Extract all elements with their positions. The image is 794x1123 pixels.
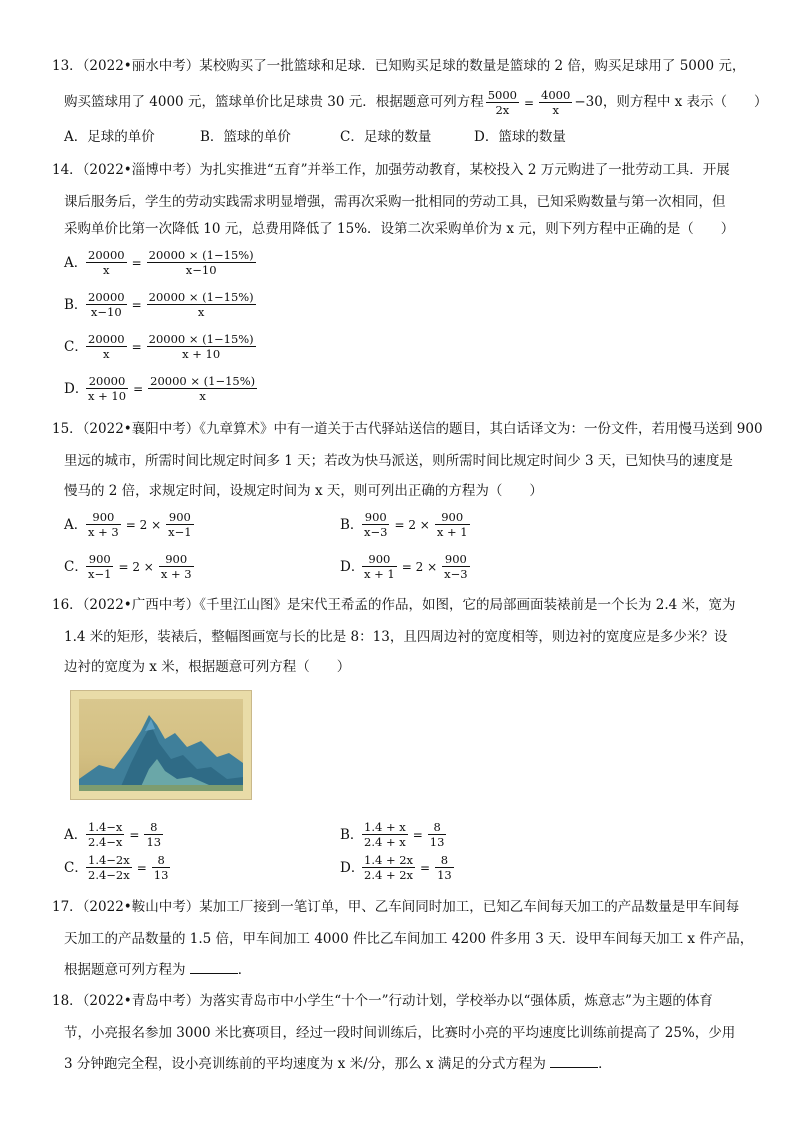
q14-opt-b-right-frac bbox=[147, 290, 256, 319]
q14-line2: 课后服务后，学生的劳动实践需求明显增强，需再次采购一批相同的劳动工具，已知采购数量与第一次相同，但 bbox=[64, 194, 726, 210]
q15-opt-b-label: B． bbox=[340, 516, 364, 533]
q14-opt-b[interactable] bbox=[64, 290, 258, 319]
q13-opt-a[interactable]: A．足球的单价 bbox=[64, 129, 155, 145]
q14-opt-d[interactable] bbox=[64, 374, 259, 403]
q16-opt-b-left-frac-den: 2.4 + x bbox=[364, 835, 406, 849]
q15-opt-a-right-frac bbox=[166, 510, 193, 539]
q14-opt-d-left-frac-num: 20000 bbox=[86, 374, 128, 389]
q15-opt-d-right-frac bbox=[442, 552, 469, 581]
q16-opt-d-left-frac-den: 2.4 + 2x bbox=[364, 868, 414, 882]
q16-opt-c[interactable] bbox=[64, 853, 172, 882]
q14-opt-d-left-frac-den: x + 10 bbox=[88, 389, 127, 403]
q16-opt-c-right-frac bbox=[152, 853, 171, 882]
q13-frac2 bbox=[539, 88, 572, 117]
q16-opt-a-right-frac-num: 8 bbox=[144, 820, 163, 835]
q18-line2: 节，小亮报名参加 3000 米比赛项目，经过一段时间训练后，比赛时小亮的平均速度比训练前提高了 25%，少用 bbox=[64, 1025, 736, 1041]
q14-opt-d-right-frac bbox=[148, 374, 257, 403]
q14-opt-a-equals: = bbox=[131, 255, 142, 270]
q15-opt-d-left-frac-num: 900 bbox=[362, 552, 397, 567]
landscape-image bbox=[79, 699, 243, 791]
q16-opt-a-right-frac-den: 13 bbox=[146, 835, 162, 849]
q13-line1: 13．（2022•丽水中考）某校购买了一批篮球和足球．已知购买足球的数量是篮球的 2 倍，购买足球用了 5000 元， bbox=[52, 58, 746, 74]
q18-line1: 18．（2022•青岛中考）为落实青岛市中小学生“十个一”行动计划，学校举办以“强体质，炼意志”为主题的体育 bbox=[52, 993, 713, 1009]
q14-opt-a-left-frac-num: 20000 bbox=[88, 248, 125, 262]
q16-opt-c-left-frac bbox=[86, 853, 132, 882]
q14-opt-b-left-frac-den: x−10 bbox=[90, 305, 122, 319]
q16-opt-d-left-frac-num: 1.4 + 2x bbox=[364, 853, 414, 867]
q13-opt-c[interactable]: C．足球的数量 bbox=[340, 129, 432, 145]
q14-opt-d-right-frac-num: 20000 × (1−15%) bbox=[150, 374, 256, 388]
q15-opt-b-left-frac bbox=[362, 510, 389, 539]
q13-opt-b[interactable]: B．篮球的单价 bbox=[200, 129, 291, 145]
q15-opt-d-label: D． bbox=[340, 558, 365, 575]
q15-line3: 慢马的 2 倍，求规定时间，设规定时间为 x 天，则可列出正确的方程为（ ） bbox=[64, 483, 543, 499]
q14-line1: 14．（2022•淄博中考）为扎实推进“五育”并举工作，加强劳动教育，某校投入 2 万元购进了一批劳动工具．开展 bbox=[52, 162, 730, 178]
q16-opt-b-right-frac bbox=[428, 820, 447, 849]
q14-opt-a-right-frac bbox=[147, 248, 256, 277]
q17-line2: 天加工的产品数量的 1.5 倍，甲车间加工 4000 件比乙车间加工 4200 件多用 3 天．设甲车间每天加工 x 件产品， bbox=[64, 931, 754, 947]
q15-opt-c-mid: = 2 × bbox=[118, 559, 154, 574]
q15-opt-a-left-frac bbox=[86, 510, 121, 539]
q16-opt-c-left-frac-num: 1.4−2x bbox=[88, 853, 130, 867]
q14-opt-c-right-frac-den: x + 10 bbox=[182, 347, 221, 361]
q16-opt-b-label: B． bbox=[340, 826, 364, 843]
q16-opt-b-equals: = bbox=[412, 827, 423, 842]
q13-frac2-num: 4000 bbox=[541, 88, 571, 102]
q16-opt-a-label: A． bbox=[64, 826, 88, 843]
q18-answer-blank[interactable] bbox=[550, 1055, 598, 1068]
q15-opt-c-right-frac-den: x + 3 bbox=[160, 567, 192, 581]
q16-opt-c-equals: = bbox=[136, 860, 147, 875]
q13-frac2-den: x bbox=[552, 103, 559, 117]
q15-line2: 里远的城市，所需时间比规定时间多 1 天；若改为快马派送，则所需时间比规定时间少 3 天，已知快马的速度是 bbox=[64, 453, 733, 469]
q15-opt-c-left-frac-den: x−1 bbox=[88, 567, 112, 581]
q16-opt-d-right-frac-num: 8 bbox=[435, 853, 454, 868]
q15-opt-a[interactable] bbox=[64, 510, 196, 539]
q16-opt-c-label: C． bbox=[64, 859, 88, 876]
q16-opt-a-left-frac-den: 2.4−x bbox=[88, 835, 123, 849]
q18-line3-end: ． bbox=[598, 1056, 612, 1072]
q16-opt-c-left-frac-den: 2.4−2x bbox=[88, 868, 130, 882]
q15-opt-c[interactable] bbox=[64, 552, 196, 581]
q15-opt-b-right-frac-den: x + 1 bbox=[436, 525, 468, 539]
q15-opt-d[interactable] bbox=[340, 552, 472, 581]
q16-line2: 1.4 米的矩形，装裱后，整幅图画宽与长的比是 8：13，且四周边衬的宽度相等，则边衬的宽度应是多少米？设 bbox=[64, 629, 728, 645]
q14-opt-b-left-frac-num: 20000 bbox=[88, 290, 125, 304]
q16-opt-a-equals: = bbox=[129, 827, 140, 842]
q14-opt-c-left-frac bbox=[86, 332, 127, 361]
q14-opt-b-equals: = bbox=[131, 297, 142, 312]
q16-opt-d-right-frac bbox=[435, 853, 454, 882]
q16-opt-d-equals: = bbox=[420, 860, 431, 875]
q14-opt-b-right-frac-num: 20000 × (1−15%) bbox=[148, 290, 254, 304]
q13-equals: = bbox=[523, 95, 535, 110]
q14-opt-c-right-frac bbox=[147, 332, 256, 361]
q15-opt-b[interactable] bbox=[340, 510, 472, 539]
q18-line3-text: 3 分钟跑完全程，设小亮训练前的平均速度为 x 米/分，那么 x 满足的分式方程为 bbox=[64, 1056, 546, 1072]
q17-line3-end: ． bbox=[237, 962, 252, 978]
q17-line3 bbox=[64, 960, 251, 980]
q14-opt-c-label: C． bbox=[64, 338, 88, 355]
q16-opt-c-right-frac-num: 8 bbox=[152, 853, 171, 868]
q14-opt-d-label: D． bbox=[64, 380, 89, 397]
q15-opt-d-right-frac-den: x−3 bbox=[444, 567, 468, 581]
q16-opt-d-label: D． bbox=[340, 859, 365, 876]
q16-opt-b-right-frac-num: 8 bbox=[428, 820, 447, 835]
q15-opt-a-label: A． bbox=[64, 516, 88, 533]
q17-answer-blank[interactable] bbox=[190, 961, 238, 974]
q16-opt-b-left-frac-num: 1.4 + x bbox=[364, 820, 406, 834]
q15-opt-c-left-frac-num: 900 bbox=[86, 552, 113, 567]
q13-line2-post: −30，则方程中 x 表示（ ） bbox=[574, 94, 768, 110]
q14-opt-b-left-frac bbox=[86, 290, 127, 319]
q15-opt-c-right-frac-num: 900 bbox=[159, 552, 194, 567]
q14-opt-c[interactable] bbox=[64, 332, 258, 361]
q14-opt-a-left-frac-den: x bbox=[103, 263, 110, 277]
q13-line2 bbox=[64, 88, 768, 117]
q13-frac1-num: 5000 bbox=[487, 88, 517, 102]
q14-opt-a-right-frac-num: 20000 × (1−15%) bbox=[148, 248, 254, 262]
q16-opt-a[interactable] bbox=[64, 820, 165, 849]
q15-opt-b-left-frac-num: 900 bbox=[362, 510, 389, 525]
q13-frac1 bbox=[486, 88, 519, 117]
q14-opt-c-left-frac-num: 20000 bbox=[88, 332, 125, 346]
q16-opt-b-left-frac bbox=[362, 820, 408, 849]
q14-opt-a[interactable] bbox=[64, 248, 258, 277]
q14-opt-c-left-frac-den: x bbox=[103, 347, 110, 361]
q14-opt-a-label: A． bbox=[64, 254, 88, 271]
q16-opt-a-left-frac bbox=[86, 820, 124, 849]
q16-opt-d-left-frac bbox=[362, 853, 415, 882]
q18-line3 bbox=[64, 1054, 612, 1074]
q14-opt-b-label: B． bbox=[64, 296, 88, 313]
q13-frac1-den: 2x bbox=[495, 103, 510, 117]
q15-opt-d-left-frac-den: x + 1 bbox=[364, 567, 395, 581]
q15-opt-a-right-frac-num: 900 bbox=[166, 510, 193, 525]
q15-opt-b-left-frac-den: x−3 bbox=[364, 525, 388, 539]
q15-opt-b-right-frac bbox=[435, 510, 470, 539]
q16-line3: 边衬的宽度为 x 米，根据题意可列方程（ ） bbox=[64, 659, 351, 675]
q15-opt-a-left-frac-num: 900 bbox=[86, 510, 121, 525]
q16-opt-a-right-frac bbox=[144, 820, 163, 849]
q15-opt-c-label: C． bbox=[64, 558, 88, 575]
q17-line1: 17．（2022•鞍山中考）某加工厂接到一笔订单，甲、乙车间同时加工，已知乙车间每天加工的产品数量是甲车间每 bbox=[52, 899, 740, 915]
q15-opt-d-right-frac-num: 900 bbox=[442, 552, 469, 567]
q14-opt-c-right-frac-num: 20000 × (1−15%) bbox=[148, 332, 254, 346]
q16-opt-b-right-frac-den: 13 bbox=[429, 835, 445, 849]
q15-opt-b-mid: = 2 × bbox=[394, 517, 430, 532]
q14-opt-d-left-frac bbox=[86, 374, 128, 403]
q17-line3-text: 根据题意可列方程为 bbox=[64, 962, 186, 978]
q16-opt-d[interactable] bbox=[340, 853, 456, 882]
q15-line1: 15．（2022•襄阳中考）《九章算术》中有一道关于古代驿站送信的题目，其白话译文为：一份文件，若用慢马送到 900 bbox=[52, 421, 763, 437]
q15-opt-a-right-frac-den: x−1 bbox=[168, 525, 192, 539]
q16-opt-c-right-frac-den: 13 bbox=[153, 868, 169, 882]
q13-line2-pre: 购买篮球用了 4000 元，篮球单价比足球贵 30 元．根据题意可列方程 bbox=[64, 94, 484, 110]
q15-opt-c-left-frac bbox=[86, 552, 113, 581]
q16-line1: 16．（2022•广西中考）《千里江山图》是宋代王希孟的作品，如图，它的局部画面装裱前是一个长为 2.4 米，宽为 bbox=[52, 597, 736, 613]
q15-opt-c-right-frac bbox=[159, 552, 194, 581]
qianli-jiangshan-painting bbox=[70, 690, 252, 800]
q14-opt-d-right-frac-den: x bbox=[199, 389, 206, 403]
q13-opt-d[interactable]: D．篮球的数量 bbox=[474, 129, 566, 145]
q14-opt-c-equals: = bbox=[131, 339, 142, 354]
q14-opt-a-left-frac bbox=[86, 248, 127, 277]
q15-opt-d-left-frac bbox=[362, 552, 397, 581]
q16-opt-a-left-frac-num: 1.4−x bbox=[88, 820, 123, 834]
q16-opt-b[interactable] bbox=[340, 820, 448, 849]
q15-opt-a-mid: = 2 × bbox=[125, 517, 162, 532]
q15-opt-d-mid: = 2 × bbox=[401, 559, 438, 574]
q14-opt-d-equals: = bbox=[133, 381, 144, 396]
q14-opt-a-right-frac-den: x−10 bbox=[185, 263, 217, 277]
q14-opt-b-right-frac-den: x bbox=[197, 305, 205, 319]
q16-opt-d-right-frac-den: 13 bbox=[437, 868, 452, 882]
q15-opt-b-right-frac-num: 900 bbox=[435, 510, 470, 525]
q14-line3: 采购单价比第一次降低 10 元，总费用降低了 15%．设第二次采购单价为 x 元，则下列方程中正确的是（ ） bbox=[64, 221, 735, 237]
q15-opt-a-left-frac-den: x + 3 bbox=[88, 525, 119, 539]
